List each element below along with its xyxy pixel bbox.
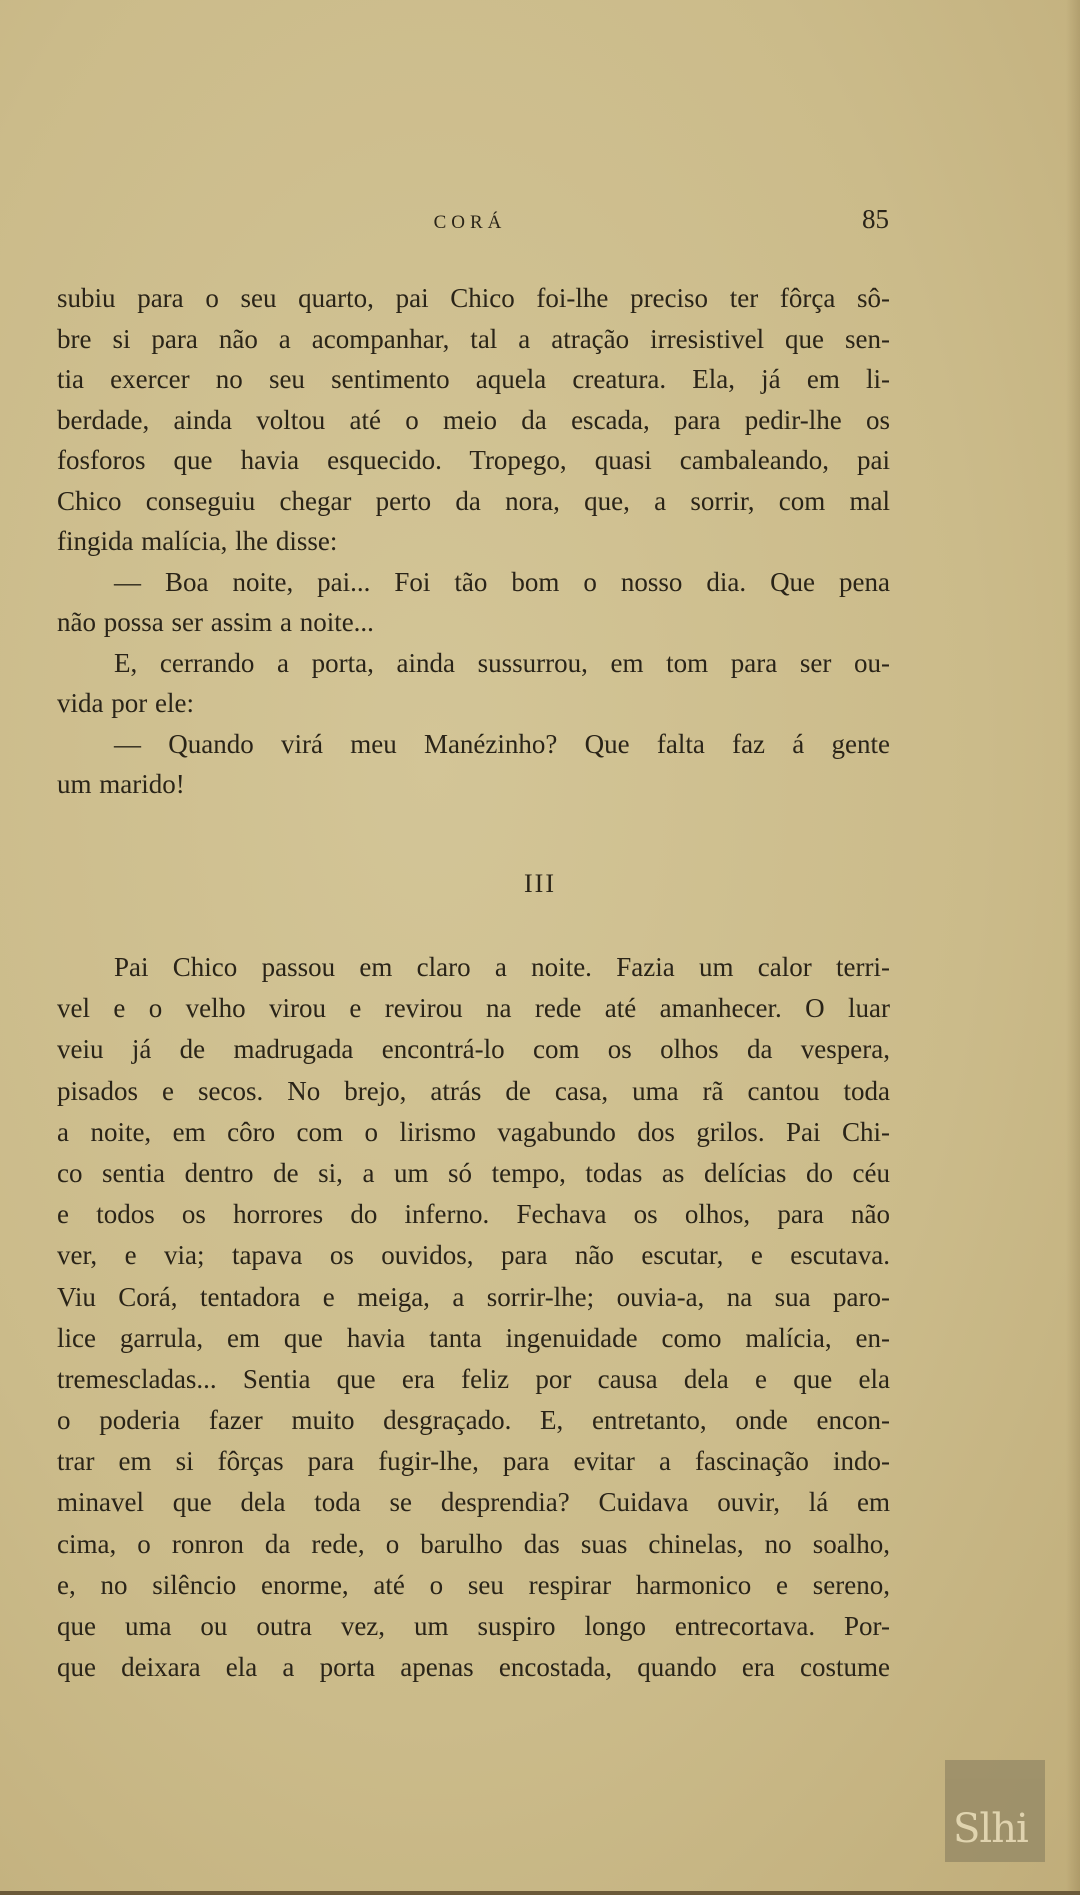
- text-line: lice garrula, em que havia tanta ingenuidade como malícia, en-: [57, 1322, 890, 1353]
- text-line: fosforos que havia esquecido. Tropego, quasi cambaleando, pai: [57, 445, 890, 475]
- page-number: 85: [862, 204, 889, 234]
- text-line: o poderia fazer muito desgraçado. E, entretanto, onde encon-: [57, 1405, 890, 1436]
- page-bottom-edge: [0, 1891, 1080, 1895]
- text-line: E, cerrando a porta, ainda sussurrou, em tom para ser ou-: [114, 647, 890, 678]
- text-line: co sentia dentro de si, a um só tempo, todas as delícias do céu: [57, 1157, 890, 1188]
- text-after-section: [57, 947, 890, 1688]
- text-line: e todos os horrores do inferno. Fechava os olhos, para não: [57, 1199, 890, 1230]
- text-line: veiu já de madrugada encontrá-lo com os olhos da vespera,: [57, 1034, 890, 1065]
- text-line: que uma ou outra vez, um suspiro longo entrecortava. Por-: [57, 1611, 890, 1641]
- text-line: berdade, ainda voltou até o meio da escada, para pedir-lhe os: [57, 404, 890, 435]
- text-before-section: [57, 278, 890, 805]
- text-line: tremescladas... Sentia que era feliz por causa dela e que ela: [57, 1363, 890, 1394]
- text-line: não possa ser assim a noite...: [57, 607, 374, 637]
- text-line: bre si para não a acompanhar, tal a atração irresistivel que sen-: [57, 323, 890, 354]
- library-watermark-logo: [945, 1760, 1045, 1862]
- text-line: tia exercer no seu sentimento aquela creatura. Ela, já em li-: [57, 364, 890, 394]
- text-line: — Quando virá meu Manézinho? Que falta faz á gente: [114, 728, 890, 759]
- text-line: um marido!: [57, 769, 185, 799]
- text-line: que deixara ela a porta apenas encostada, quando era costume: [57, 1652, 890, 1683]
- text-line: pisados e secos. No brejo, atrás de casa, uma rã cantou toda: [57, 1075, 890, 1106]
- text-line: a noite, em côro com o lirismo vagabundo dos grilos. Pai Chi-: [57, 1116, 890, 1147]
- text-line: trar em si fôrças para fugir-lhe, para evitar a fascinação indo-: [57, 1446, 890, 1477]
- page-edge-shadow: [1066, 0, 1080, 1895]
- text-line: Chico conseguiu chegar perto da nora, que, a sorrir, com mal: [57, 485, 890, 516]
- text-line: Viu Corá, tentadora e meiga, a sorrir-lhe; ouvia-a, na sua paro-: [57, 1281, 890, 1312]
- text-line: fingida malícia, lhe disse:: [57, 526, 338, 556]
- text-line: Pai Chico passou em claro a noite. Fazia um calor terri-: [114, 952, 890, 982]
- text-line: minavel que dela toda se desprendia? Cuidava ouvir, lá em: [57, 1487, 890, 1518]
- running-title: CORÁ: [433, 212, 507, 233]
- section-number: III: [524, 869, 556, 898]
- text-line: vel e o velho virou e revirou na rede até amanhecer. O luar: [57, 993, 890, 1024]
- text-line: vida por ele:: [57, 688, 194, 718]
- text-line: — Boa noite, pai... Foi tão bom o nosso dia. Que pena: [114, 566, 890, 597]
- text-line: ver, e via; tapava os ouvidos, para não escutar, e escutava.: [57, 1240, 890, 1271]
- text-line: e, no silêncio enorme, até o seu respirar harmonico e sereno,: [57, 1569, 890, 1600]
- text-line: subiu para o seu quarto, pai Chico foi-lhe preciso ter fôrça sô-: [57, 283, 890, 313]
- text-line: cima, o ronron da rede, o barulho das suas chinelas, no soalho,: [57, 1528, 890, 1559]
- watermark-text: Slhi: [953, 1806, 1028, 1852]
